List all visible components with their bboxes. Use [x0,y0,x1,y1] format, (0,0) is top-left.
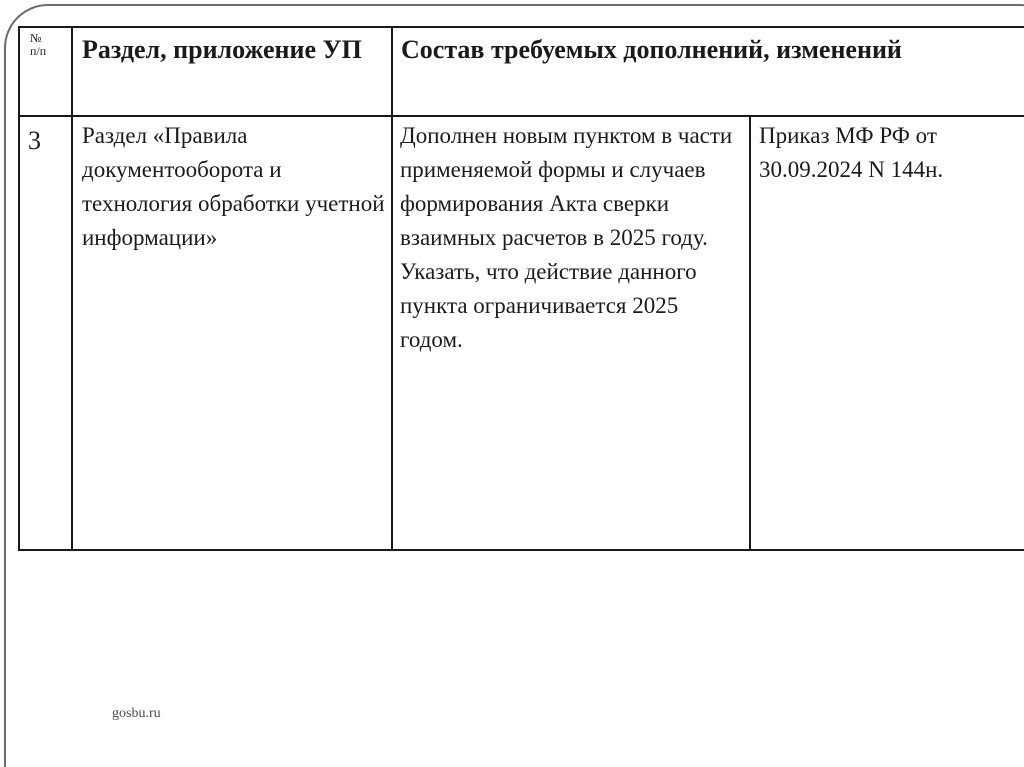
footer-source: gosbu.ru [112,706,161,721]
table-header-row [19,27,1024,116]
row-basis-cell [750,116,1024,550]
row-section-cell [72,116,392,550]
header-section-cell [72,27,392,116]
row-num: 3 [28,126,41,155]
header-changes: Состав требуемых дополнений, изменений [401,35,902,64]
header-changes-cell [392,27,1024,116]
row-changes-cell [392,116,750,550]
header-section: Раздел, приложение УП [82,35,362,64]
header-num-cell [19,27,72,116]
table-row [19,116,1024,550]
row-basis: Приказ МФ РФ от 30.09.2024 N 144н. [759,123,944,182]
row-num-cell [19,116,72,550]
changes-table [18,26,1024,551]
row-section: Раздел «Правила документооборота и технология обработки учетной информации» [82,123,385,250]
header-num: № п/п [30,31,47,58]
row-changes: Дополнен новым пунктом в части применяемой формы и случаев формирования Акта сверки взаимных расчетов в 2025 году. Указать, что действие данного пункта ограничивается 2025 годом. [400,123,733,352]
